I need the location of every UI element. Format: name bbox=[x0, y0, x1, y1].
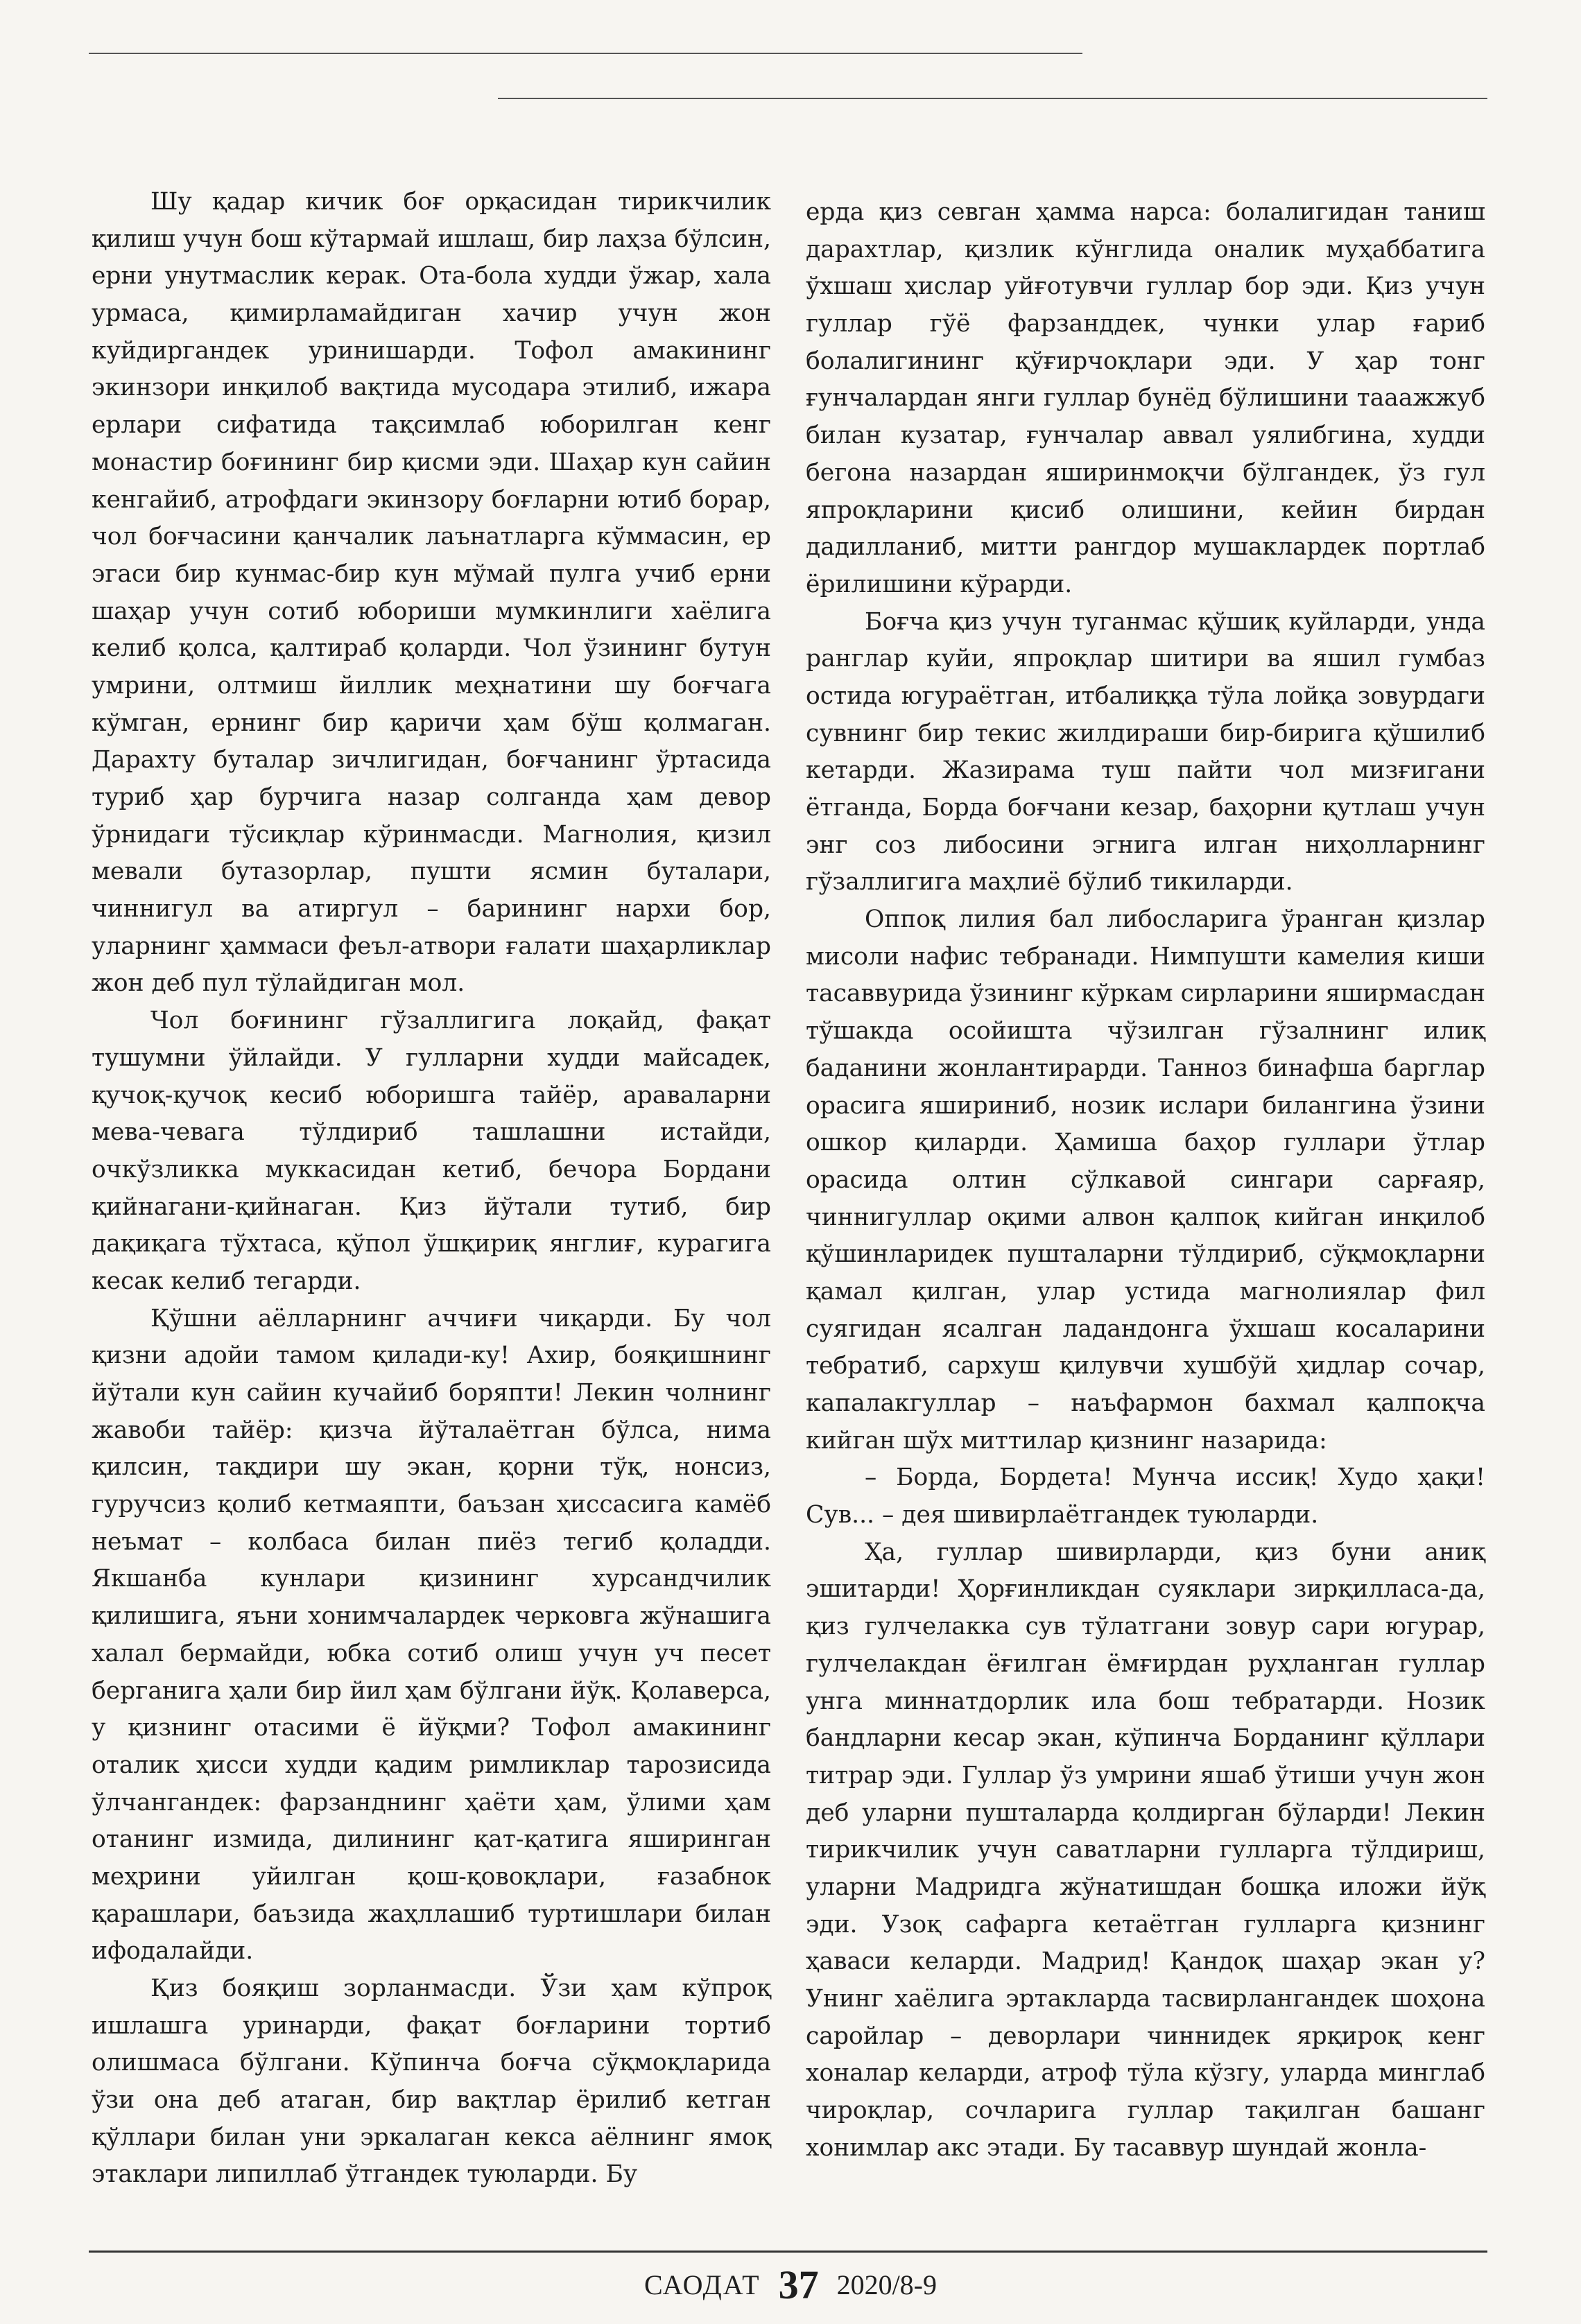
footer-rule bbox=[89, 2251, 1487, 2253]
paragraph: Боғча қиз учун туганмас қўшиқ куйларди, унда ранглар куйи, япроқлар шитири ва яшил гумбаз остида югураётган, итбалиққа тўла лойқа зовурдаги сувнинг бир текис жилдираши бир-бирига қўшилиб кетарди. Жазирама туш пайти чол мизғигани ётганда, Борда боғчани кезар, баҳорни қутлаш учун энг соз либосини эгнига илган ниҳолларнинг гўзаллигига маҳлиё бўлиб тикиларди. bbox=[806, 607, 1485, 896]
paragraph: Қиз бояқиш зорланмасди. Ўзи ҳам кўпроқ ишлашга уринарди, фақат боғларини тортиб олишмаса бўлгани. Кўпинча боғча сўқмоқларида ўзи она деб атаган, бир вақтлар ёрилиб кетган қўллари билан уни эркалаган кекса аёлнинг ямоқ этаклари липиллаб ўтгандек туюларди. Бу bbox=[92, 1975, 771, 2189]
left-text-column bbox=[92, 184, 771, 2194]
paragraph: Оппоқ лилия бал либосларига ўранган қизлар мисоли нафис тебранади. Нимпушти камелия киши тасаввурида ўзининг кўркам сирларини яширмасдан тўшакда осойишта чўзилган гўзалнинг илиқ баданини жонлантирарди. Танноз бинафша барглар орасига яшириниб, нозик ислари билангина ўзини ошкор қиларди. Ҳамиша баҳор гуллари ўтлар орасида олтин сўлкавой сингари сарғаяр, чиннигуллар оқими алвон қалпоқ кийган инқилоб қўшинларидек пушталарни тўлдириб, сўқмоқларни қамал қилган, улар устида магнолиялар фил суягидан ясалган ладандонга ўхшаш косаларини тебратиб, сархуш қилувчи хушбўй ҳидлар сочар, капалакгуллар – наъфармон бахмал қалпоқча кийган шўх миттилар қизнинг назарида: bbox=[806, 905, 1485, 1455]
page-footer bbox=[0, 2262, 1581, 2308]
dialogue-line: – Борда, Бордета! Мунча иссиқ! Худо ҳақи! Сув... – дея шивирлаётгандек туюларди. bbox=[806, 1464, 1485, 1529]
right-text-column bbox=[806, 194, 1485, 2167]
paragraph: Ҳа, гуллар шивирларди, қиз буни аниқ эшитарди! Ҳорғинликдан суяклари зирқилласа-да, қиз гулчелакка сув тўлатгани зовур сари югурар, гулчелакдан ёғилган ёмғирдан руҳланган гуллар унга миннатдорлик ила бош тебратарди. Нозик бандларни кесар экан, кўпинча Борданинг қўллари титрар эди. Гуллар ўз умрини яшаб ўтиши учун жон деб уларни пушталарда қолдирган бўларди! Лекин тирикчилик учун саватларни гулларга тўлдириш, уларни Мадридга жўнатишдан бошқа иложи йўқ эди. Узоқ сафарга кетаётган гулларга қизнинг ҳаваси келарди. Мадрид! Қандоқ шаҳар экан у? Унинг хаёлига эртакларда тасвирлангандек шоҳона саройлар – деворлари чиннидек ярқироқ кенг хоналар келарди, атроф тўла кўзгу, уларда минглаб чироқлар, сочларига гуллар тақилган башанг хонимлар акс этади. Бу тасаввур шундай жонла- bbox=[806, 1538, 1485, 2162]
paragraph: Чол боғининг гўзаллигига лоқайд, фақат тушумни ўйлайди. У гулларни худди майсадек, қучоқ-қучоқ кесиб юборишга тайёр, араваларни мева-чевага тўлдириб ташлашни истайди, очкўзликка муккасидан кетиб, бечора Бордани қийнагани-қийнаган. Қиз йўтали тутиб, бир дақиқага тўхтаса, қўпол ўшқириқ янглиғ, курагига кесак келиб тегарди. bbox=[92, 1007, 771, 1295]
page-number: 37 bbox=[778, 2262, 819, 2307]
paragraph: Шу қадар кичик боғ орқасидан тирикчилик қилиш учун бош кўтармай ишлаш, бир лаҳза бўлсин, ерни унутмаслик керак. Ота-бола худди ўжар, хала урмаса, қимирламайдиган хачир учун жон куйдиргандек уринишарди. Тофол амакининг экинзори инқилоб вақтида мусодара этилиб, ижара ерлари сифатида тақсимлаб юборилган кенг монастир боғининг бир қисми эди. Шаҳар кун сайин кенгайиб, атрофдаги экинзору боғларни ютиб борар, чол боғчасини қанчалик лаънатларга кўммасин, ер эгаси бир кунмас-бир кун мўмай пулга учиб ерни шаҳар учун сотиб юбориши мумкинлиги хаёлига келиб қолса, қалтираб қоларди. Чол ўзининг бутун умрини, олтмиш йиллик меҳнатини шу боғчага кўмган, ернинг бир қаричи ҳам бўш қолмаган. Дарахту буталар зичлигидан, боғчанинг ўртасида туриб ҳар бурчига назар солганда ҳам девор ўрнидаги тўсиқлар кўринмасди. Магнолия, қизил мевали бутазорлар, пушти ясмин буталари, чиннигул ва атиргул – барининг нархи бор, уларнинг ҳаммаси феъл-атвори ғалати шаҳарликлар жон деб пул тўлайдиган мол. bbox=[92, 188, 771, 998]
header-rule-right bbox=[498, 98, 1487, 99]
paragraph: ерда қиз севган ҳамма нарса: болалигидан таниш дарахтлар, қизлик кўнглида оналик муҳаббатига ўхшаш ҳислар уйғотувчи гуллар бор эди. Қиз учун гуллар гўё фарзанддек, чунки улар ғариб болалигининг қўғирчоқлари эди. У ҳар тонг ғунчалардан янги гуллар бунёд бўлишини тааажжуб билан кузатар, ғунчалар аввал уялибгина, худди бегона назардан яширинмоқчи бўлгандек, ўз гул япроқларини қисиб олишини, кейин бирдан дадилланиб, митти рангдор мушаклардек портлаб ёрилишини кўрарди. bbox=[806, 198, 1485, 598]
header-rule-left bbox=[89, 53, 1082, 54]
magazine-name: САОДАТ bbox=[643, 2269, 761, 2300]
issue-number: 2020/8-9 bbox=[836, 2269, 937, 2300]
paragraph: Қўшни аёлларнинг аччиғи чиқарди. Бу чол қизни адойи тамом қилади-ку! Ахир, бояқишнинг йўтали кун сайин кучайиб боряпти! Лекин чолнинг жавоби тайёр: қизча йўталаётган бўлса, нима қилсин, тақдири шу экан, қорни тўқ, нонсиз, гуручсиз қолиб кетмаяпти, баъзан ҳиссасига камёб неъмат – колбаса билан пиёз тегиб қоладди. Якшанба кунлари қизининг хурсандчилик қилишига, яъни хонимчалардек черковга жўнашига халал бермайди, юбка сотиб олиш учун уч песет берганига ҳали бир йил ҳам бўлгани йўқ. Қолаверса, у қизнинг отасими ё йўқми? Тофол амакининг оталик ҳисси худди қадим римликлар тарозисида ўлчангандек: фарзанднинг ҳаёти ҳам, ўлими ҳам отанинг измида, дилининг қат-қатига яширинган меҳрини уйилган қош-қовоқлари, ғазабнок қарашлари, баъзида жаҳллашиб туртишлари билан ифодалайди. bbox=[92, 1304, 771, 1966]
